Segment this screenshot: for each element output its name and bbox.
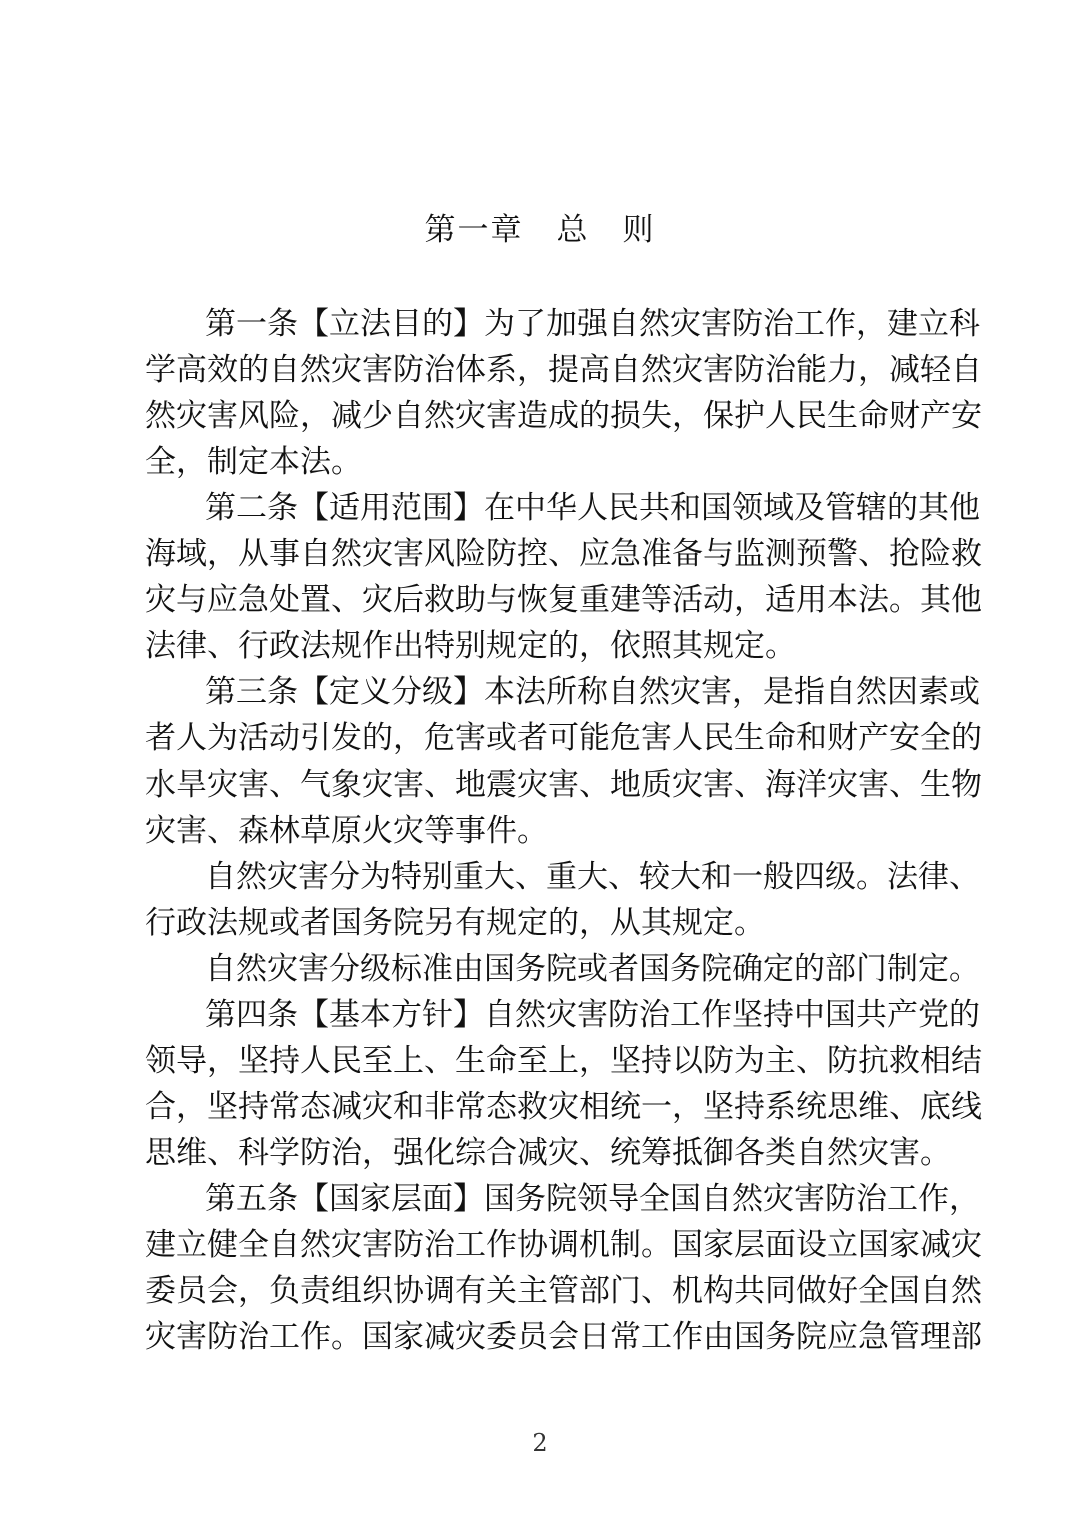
body-text-line: 然灾害风险，减少自然灾害造成的损失，保护人民生命财产安 (145, 398, 982, 434)
body-text-line: 者人为活动引发的，危害或者可能危害人民生命和财产安全的 (145, 720, 982, 756)
chapter-title: 第一章 总 则 (424, 212, 656, 248)
body-text-line: 建立健全自然灾害防治工作协调机制。国家层面设立国家减灾 (145, 1227, 982, 1263)
body-text-line: 第一条【立法目的】为了加强自然灾害防治工作，建立科 (205, 306, 980, 342)
body-text-line: 灾与应急处置、灾后救助与恢复重建等活动，适用本法。其他 (145, 582, 982, 618)
body-text-line: 第二条【适用范围】在中华人民共和国领域及管辖的其他 (205, 490, 980, 526)
body-text-line: 自然灾害分级标准由国务院或者国务院确定的部门制定。 (205, 951, 980, 987)
body-text-line: 自然灾害分为特别重大、重大、较大和一般四级。法律、 (205, 859, 980, 895)
body-text-line: 法律、行政法规作出特别规定的，依照其规定。 (145, 628, 796, 664)
body-text-line: 水旱灾害、气象灾害、地震灾害、地质灾害、海洋灾害、生物 (145, 767, 982, 803)
body-text-line: 灾害防治工作。国家减灾委员会日常工作由国务院应急管理部 (145, 1319, 982, 1355)
body-text-line: 委员会，负责组织协调有关主管部门、机构共同做好全国自然 (145, 1273, 982, 1309)
body-text-line: 海域，从事自然灾害风险防控、应急准备与监测预警、抢险救 (145, 536, 982, 572)
body-text-line: 第四条【基本方针】自然灾害防治工作坚持中国共产党的 (205, 997, 980, 1033)
body-text-line: 灾害、森林草原火灾等事件。 (145, 813, 548, 849)
body-text-line: 学高效的自然灾害防治体系，提高自然灾害防治能力，减轻自 (145, 352, 982, 388)
body-text-line: 第三条【定义分级】本法所称自然灾害，是指自然因素或 (205, 674, 980, 710)
page-number: 2 (532, 1429, 548, 1457)
body-text-line: 第五条【国家层面】国务院领导全国自然灾害防治工作， (205, 1181, 980, 1217)
body-text-line: 行政法规或者国务院另有规定的，从其规定。 (145, 905, 765, 941)
body-text-line: 合，坚持常态减灾和非常态救灾相统一，坚持系统思维、底线 (145, 1089, 982, 1125)
body-text-line: 全，制定本法。 (145, 444, 362, 480)
body-text-line: 领导，坚持人民至上、生命至上，坚持以防为主、防抗救相结 (145, 1043, 982, 1079)
body-text-line: 思维、科学防治，强化综合减灾、统筹抵御各类自然灾害。 (145, 1135, 951, 1171)
